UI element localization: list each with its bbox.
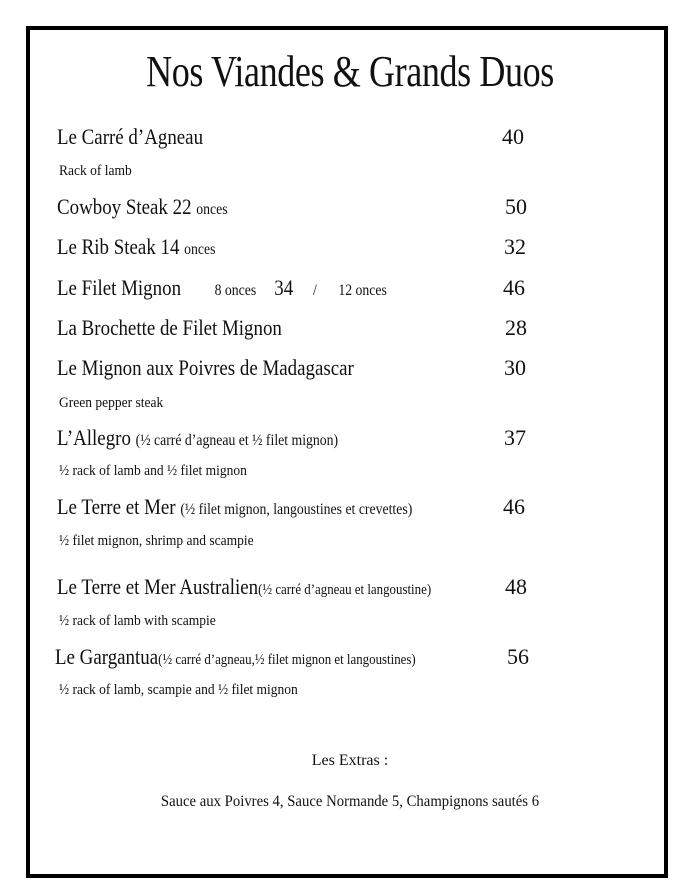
- item-price: 40: [502, 124, 524, 149]
- item-price: 37: [504, 425, 526, 450]
- menu-item-rib-steak: [57, 234, 216, 260]
- item-description: (½ carré d’agneau,½ filet mignon et langoustines): [158, 652, 416, 668]
- item-description: (½ filet mignon, langoustines et crevettes): [180, 501, 413, 518]
- item-price: 46: [503, 494, 525, 519]
- menu-item-carre-agneau: [57, 124, 203, 150]
- item-option-8oz-price: 34: [274, 275, 294, 300]
- item-name: Le Gargantua: [55, 644, 159, 669]
- item-name: La Brochette de Filet Mignon: [57, 315, 282, 340]
- item-translation: ½ rack of lamb with scampie: [59, 613, 216, 629]
- menu-item-terre-mer: [57, 494, 412, 520]
- item-name: Le Terre et Mer: [57, 494, 176, 519]
- menu-item-terre-mer-australien: [57, 574, 431, 600]
- item-price: 32: [504, 234, 526, 259]
- item-price: 56: [507, 644, 529, 669]
- item-option-8oz: 8 onces: [214, 282, 257, 299]
- item-unit: onces: [184, 241, 216, 258]
- item-price: 30: [504, 355, 526, 380]
- item-name: Le Mignon aux Poivres de Madagascar: [57, 355, 354, 380]
- item-description: (½ carré d’agneau et langoustine): [258, 582, 432, 598]
- menu-item-gargantua: [55, 644, 416, 670]
- item-unit: onces: [196, 201, 228, 218]
- option-separator: /: [312, 282, 317, 299]
- item-option-12oz: 12 onces: [338, 282, 387, 299]
- item-price: 50: [505, 194, 527, 219]
- item-translation: Green pepper steak: [59, 395, 164, 411]
- menu-item-allegro: [57, 425, 338, 451]
- item-name: L’Allegro: [57, 425, 131, 450]
- menu-item-filet-mignon: [57, 275, 387, 301]
- item-price: 46: [503, 275, 525, 300]
- item-name: Le Terre et Mer Australien: [57, 574, 259, 599]
- item-name: Le Carré d’Agneau: [57, 124, 204, 149]
- item-translation: ½ rack of lamb, scampie and ½ filet mignon: [59, 682, 298, 698]
- item-translation: Rack of lamb: [59, 163, 132, 179]
- item-description: (½ carré d’agneau et ½ filet mignon): [135, 432, 339, 449]
- item-translation: ½ rack of lamb and ½ filet mignon: [59, 463, 247, 479]
- menu-item-brochette: [57, 315, 282, 341]
- menu-item-cowboy-steak: [57, 194, 228, 220]
- item-name: Cowboy Steak 22: [57, 194, 192, 219]
- item-name: Le Rib Steak 14: [57, 234, 180, 259]
- page-title: Nos Viandes & Grands Duos: [146, 47, 554, 96]
- item-price: 28: [505, 315, 527, 340]
- menu-frame: [26, 26, 668, 878]
- item-name: Le Filet Mignon: [57, 275, 182, 300]
- item-price: 48: [505, 574, 527, 599]
- item-translation: ½ filet mignon, shrimp and scampie: [59, 533, 254, 549]
- menu-item-mignon-poivres: [57, 355, 354, 381]
- extras-heading: Les Extras :: [311, 752, 389, 769]
- extras-list: Sauce aux Poivres 4, Sauce Normande 5, Champignons sautés 6: [160, 793, 540, 810]
